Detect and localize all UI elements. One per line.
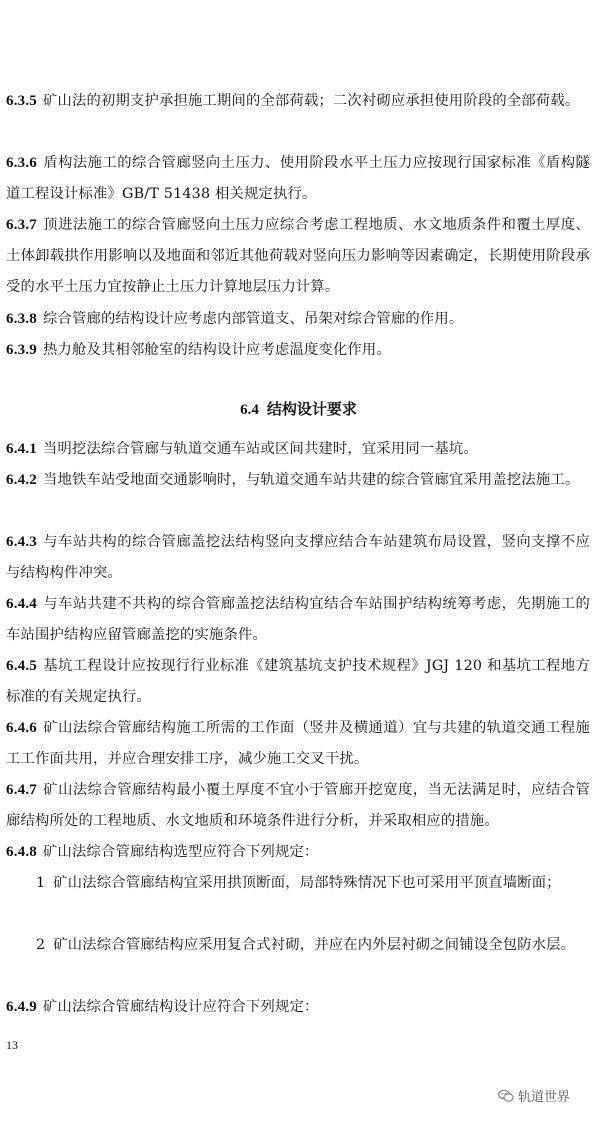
clause-number: 6.3.9 [6,342,37,358]
clause-6-3-8 [6,304,590,335]
item-number: 1 [36,875,46,891]
clause-6-4-8 [6,837,590,868]
clause-text: 基坑工程设计应按现行行业标准《建筑基坑支护技术规程》JGJ 120 和基坑工程地方标准的有关规定执行。 [6,658,590,705]
clause-number: 6.3.8 [6,311,37,327]
clause-number: 6.4.3 [6,534,37,550]
clause-text: 矿山法的初期支护承担施工期间的全部荷载；二次衬砌应承担使用阶段的全部荷载。 [43,93,580,109]
item-text: 矿山法综合管廊结构宜采用拱顶断面，局部特殊情况下也可采用平顶直墙断面； [53,875,561,891]
section-number: 6.4 [240,402,259,418]
item-number: 2 [36,937,46,953]
clause-number: 6.3.5 [6,93,37,109]
clause-number: 6.4.5 [6,658,37,674]
clause-text: 矿山法综合管廊结构施工所需的工作面（竖井及横通道）宜与共建的轨道交通工程施工工作面共用，并应合理安排工序，减少施工交叉干扰。 [6,720,590,767]
clause-6-3-9 [6,335,590,366]
clause-text: 矿山法综合管廊结构选型应符合下列规定： [43,844,319,860]
clause-6-4-2 [6,465,590,496]
clause-6-3-5 [6,86,590,117]
clause-6-3-6 [6,148,590,210]
wechat-icon [498,1089,514,1103]
clause-text: 矿山法综合管廊结构设计应符合下列规定： [43,999,319,1015]
clause-text: 当明挖法综合管廊与轨道交通车站或区间共建时，宜采用同一基坑。 [43,441,478,457]
clause-number: 6.4.7 [6,782,37,798]
section-title: 结构设计要求 [266,400,357,418]
clause-text: 与车站共构的综合管廊盖挖法结构竖向支撑应结合车站建筑布局设置，竖向支撑不应与结构构件冲突。 [6,534,590,581]
clause-6-4-4 [6,589,590,651]
clause-text: 热力舱及其相邻舱室的结构设计应考虑温度变化作用。 [43,342,391,358]
clause-6-4-7 [6,775,590,837]
clause-number: 6.4.9 [6,999,37,1015]
clause-number: 6.3.6 [6,155,37,171]
watermark [498,1086,570,1105]
clause-6-4-6 [6,713,590,775]
clause-number: 6.4.2 [6,472,37,488]
clause-text: 矿山法综合管廊结构最小覆土厚度不宜小于管廊开挖宽度，当无法满足时，应结合管廊结构所处的工程地质、水文地质和环境条件进行分析，并采取相应的措施。 [6,782,590,829]
item-text: 矿山法综合管廊结构应采用复合式衬砌，并应在内外层衬砌之间铺设全包防水层。 [53,937,576,953]
clause-6-4-5 [6,651,590,713]
section-heading [0,394,597,426]
clause-6-4-9 [6,992,590,1023]
page-number: 13 [6,1038,18,1052]
clause-text: 综合管廊的结构设计应考虑内部管道支、吊架对综合管廊的作用。 [43,311,464,327]
list-item [6,930,590,961]
clause-number: 6.3.7 [6,217,37,233]
clause-number: 6.4.8 [6,844,37,860]
list-item [6,868,590,899]
clause-number: 6.4.6 [6,720,37,736]
clause-text: 盾构法施工的综合管廊竖向土压力、使用阶段水平土压力应按现行国家标准《盾构隧道工程设计标准》GB/T 51438 相关规定执行。 [6,155,590,202]
clause-6-4-3 [6,527,590,589]
watermark-text: 轨道世界 [518,1090,571,1105]
clause-text: 当地铁车站受地面交通影响时，与轨道交通车站共建的综合管廊宜采用盖挖法施工。 [43,472,580,488]
clause-6-3-7 [6,210,590,303]
clause-6-4-1 [6,434,590,465]
clause-number: 6.4.1 [6,441,37,457]
clause-text: 顶进法施工的综合管廊竖向土压力应综合考虑工程地质、水文地质条件和覆土厚度、土体卸载拱作用影响以及地面和邻近其他荷载对竖向压力影响等因素确定，长期使用阶段承受的水平土压力宜按静止土压力计算地层压力计算。 [6,217,590,295]
clause-text: 与车站共建不共构的综合管廊盖挖法结构宜结合车站围护结构统筹考虑，先期施工的车站围护结构应留管廊盖挖的实施条件。 [6,596,590,643]
clause-number: 6.4.4 [6,596,37,612]
